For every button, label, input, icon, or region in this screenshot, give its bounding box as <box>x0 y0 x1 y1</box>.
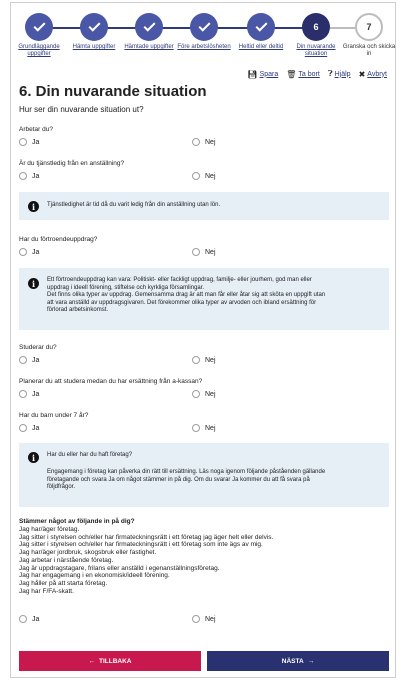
question-children: Har du barn under 7 år? <box>19 412 89 419</box>
radio-no[interactable] <box>192 138 216 146</box>
radio-circle[interactable] <box>19 424 27 432</box>
info-line: företagande och svara Ja om något stämmer in på dig. Om du svarar Ja kommer du att få svara på <box>47 476 310 483</box>
radio-yes[interactable] <box>19 138 39 146</box>
question-plan-study: Planerar du att studera medan du har ersättning från a-kassan? <box>19 378 203 385</box>
step-2[interactable] <box>66 9 122 51</box>
info-icon: i <box>28 452 39 463</box>
info-heading: Har du eller har du haft företag? <box>47 452 133 458</box>
info-line: förlorad arbetsinkomst. <box>47 307 109 313</box>
trash-icon: 🗑︎ <box>286 69 297 79</box>
info-icon: i <box>28 201 39 212</box>
radio-label: Ja <box>32 424 40 432</box>
step-3[interactable] <box>121 9 177 51</box>
radio-label: Nej <box>205 356 216 364</box>
save-button[interactable] <box>247 69 278 79</box>
radio-label: Ja <box>32 138 40 146</box>
arrow-left-icon: ← <box>88 657 95 665</box>
step-label: Hämtade uppgifter <box>124 44 174 50</box>
check-icon <box>190 13 218 41</box>
radio-label: Ja <box>32 390 40 398</box>
close-icon: ✖ <box>358 69 366 79</box>
info-text: Tjänstledighet är tid då du varit ledig från din anställning utan lön. <box>47 202 221 208</box>
step-5[interactable] <box>233 9 289 51</box>
radio-circle[interactable] <box>192 248 200 256</box>
form-card <box>10 2 396 678</box>
question-trust: Har du förtroendeuppdrag? <box>19 236 98 243</box>
statement-item: Jag är uppdragstagare, frilans eller anställd i egenanställningsföretag. <box>19 564 220 572</box>
info-line: Ett förtroendeuppdrag kan vara: Politiskt- eller fackligt uppdrag, familje- eller jourhem, god man eller <box>47 277 312 283</box>
next-label: NÄSTA <box>281 657 304 665</box>
radio-group-leave <box>19 172 389 182</box>
info-line: Det finns olika typer av uppdrag. Gemensamma drag är att man får eller åtar sig att sköta en uppgift utan <box>47 292 326 298</box>
step-4[interactable] <box>176 9 232 51</box>
help-label: Hjälp <box>334 70 351 78</box>
radio-group-working <box>19 138 389 148</box>
help-icon: ❓︎ <box>327 69 333 78</box>
radio-circle[interactable] <box>192 615 200 623</box>
info-line: uppdrag i ideell förening, stiftelse och kyrkliga församlingar. <box>47 284 205 291</box>
save-label: Spara <box>259 70 279 78</box>
radio-label: Nej <box>205 172 216 180</box>
radio-label: Ja <box>32 172 40 180</box>
statement-item: Jag har/äger jordbruk, skogsbruk eller fastighet. <box>19 549 157 557</box>
delete-label: Ta bort <box>298 70 320 78</box>
step-1[interactable] <box>11 9 67 58</box>
statement-item: Jag sitter i styrelsen och/eller har firmateckningsrätt i ett företag jag äger helt eller delvis. <box>19 533 274 541</box>
radio-circle[interactable] <box>19 390 27 398</box>
radio-no[interactable] <box>192 172 216 180</box>
statement-item: Jag sitter i styrelsen och/eller har firmateckningsrätt i ett företag som inte ägs av mig. <box>19 541 263 549</box>
radio-label: Nej <box>205 248 216 256</box>
radio-group-children <box>19 424 389 434</box>
radio-circle[interactable] <box>192 138 200 146</box>
radio-no[interactable] <box>192 356 216 364</box>
check-icon <box>135 13 163 41</box>
radio-circle[interactable] <box>19 248 27 256</box>
arrow-right-icon: → <box>307 657 315 665</box>
radio-circle[interactable] <box>19 356 27 364</box>
radio-yes[interactable] <box>19 248 39 256</box>
help-button[interactable] <box>328 69 351 79</box>
statements-list <box>19 526 273 595</box>
info-box-trust <box>19 268 389 330</box>
step-label: Heltid eller deltid <box>238 44 284 50</box>
delete-button[interactable] <box>286 69 320 79</box>
radio-yes[interactable] <box>19 390 39 398</box>
progress-stepper <box>11 9 397 65</box>
info-box-company <box>19 443 389 507</box>
info-text <box>47 277 381 315</box>
info-line: Engagemang i företag kan påverka din rätt till ersättning. Läs noga igenom följande påståenden gällande <box>47 469 326 475</box>
info-line: att vara anställd av uppdragsgivaren. Det förekommer olika typer av arvoden och ibland ersättning för <box>47 299 317 306</box>
radio-circle[interactable] <box>19 615 27 623</box>
radio-circle[interactable] <box>192 390 200 398</box>
radio-circle[interactable] <box>19 172 27 180</box>
radio-label: Ja <box>32 248 40 256</box>
radio-yes[interactable] <box>19 424 39 432</box>
next-button[interactable] <box>207 651 389 671</box>
statement-item: Jag har engagemang i en ekonomisk/ideell förening. <box>19 572 170 580</box>
question-leave: Är du tjänstledig från en anställning? <box>19 160 125 167</box>
back-button[interactable] <box>19 651 201 671</box>
statement-item: Jag har F/FA-skatt. <box>19 587 74 595</box>
statements-title: Stämmer något av följande in på dig? <box>19 518 135 525</box>
radio-no[interactable] <box>192 248 216 256</box>
statement-item: Jag håller på att starta företag. <box>19 579 108 587</box>
radio-label: Nej <box>205 390 216 398</box>
step-6[interactable] <box>288 9 344 58</box>
radio-no[interactable] <box>192 424 216 432</box>
radio-label: Ja <box>32 615 40 623</box>
radio-no[interactable] <box>192 615 216 623</box>
check-icon <box>25 13 53 41</box>
radio-group-trust <box>19 248 389 258</box>
page-subtitle: Hur ser din nuvarande situation ut? <box>19 105 144 114</box>
radio-label: Nej <box>205 138 216 146</box>
radio-yes[interactable] <box>19 356 39 364</box>
radio-group-studying <box>19 356 389 366</box>
step-label: Hämta uppgifter <box>72 44 116 50</box>
radio-label: Nej <box>205 615 216 623</box>
question-working: Arbetar du? <box>19 126 53 133</box>
cancel-button[interactable] <box>359 69 387 79</box>
radio-yes[interactable] <box>19 172 39 180</box>
question-studying: Studerar du? <box>19 344 57 351</box>
radio-circle[interactable] <box>192 424 200 432</box>
check-icon <box>247 13 275 41</box>
radio-yes[interactable] <box>19 615 39 623</box>
info-box-leave <box>19 192 389 220</box>
action-bar <box>247 69 387 79</box>
floppy-disk-icon: 💾︎ <box>247 69 258 79</box>
page-title: 6. Din nuvarande situation <box>19 83 207 100</box>
step-label: Grundläggande uppgifter <box>18 44 60 57</box>
step-label: Före arbetslösheten <box>177 44 231 50</box>
info-line: följdfrågor. <box>47 484 76 490</box>
radio-circle[interactable] <box>19 138 27 146</box>
radio-group-statements <box>19 615 389 625</box>
step-number: 6 <box>302 13 330 41</box>
step-label: Granska och skicka in <box>342 44 396 57</box>
radio-label: Nej <box>205 424 216 432</box>
radio-no[interactable] <box>192 390 216 398</box>
radio-circle[interactable] <box>192 356 200 364</box>
radio-label: Ja <box>32 356 40 364</box>
step-number: 7 <box>355 13 383 41</box>
statement-item: Jag har/äger företag. <box>19 526 80 533</box>
step-7 <box>341 9 397 58</box>
check-icon <box>80 13 108 41</box>
radio-group-plan-study <box>19 390 389 400</box>
step-label: Din nuvarande situation <box>296 44 336 57</box>
cancel-label: Avbryt <box>367 70 387 78</box>
back-label: TILLBAKA <box>99 657 132 665</box>
radio-circle[interactable] <box>192 172 200 180</box>
info-icon: i <box>28 278 39 289</box>
info-text <box>47 469 381 492</box>
statement-item: Jag arbetar i närstående företag. <box>19 556 114 564</box>
